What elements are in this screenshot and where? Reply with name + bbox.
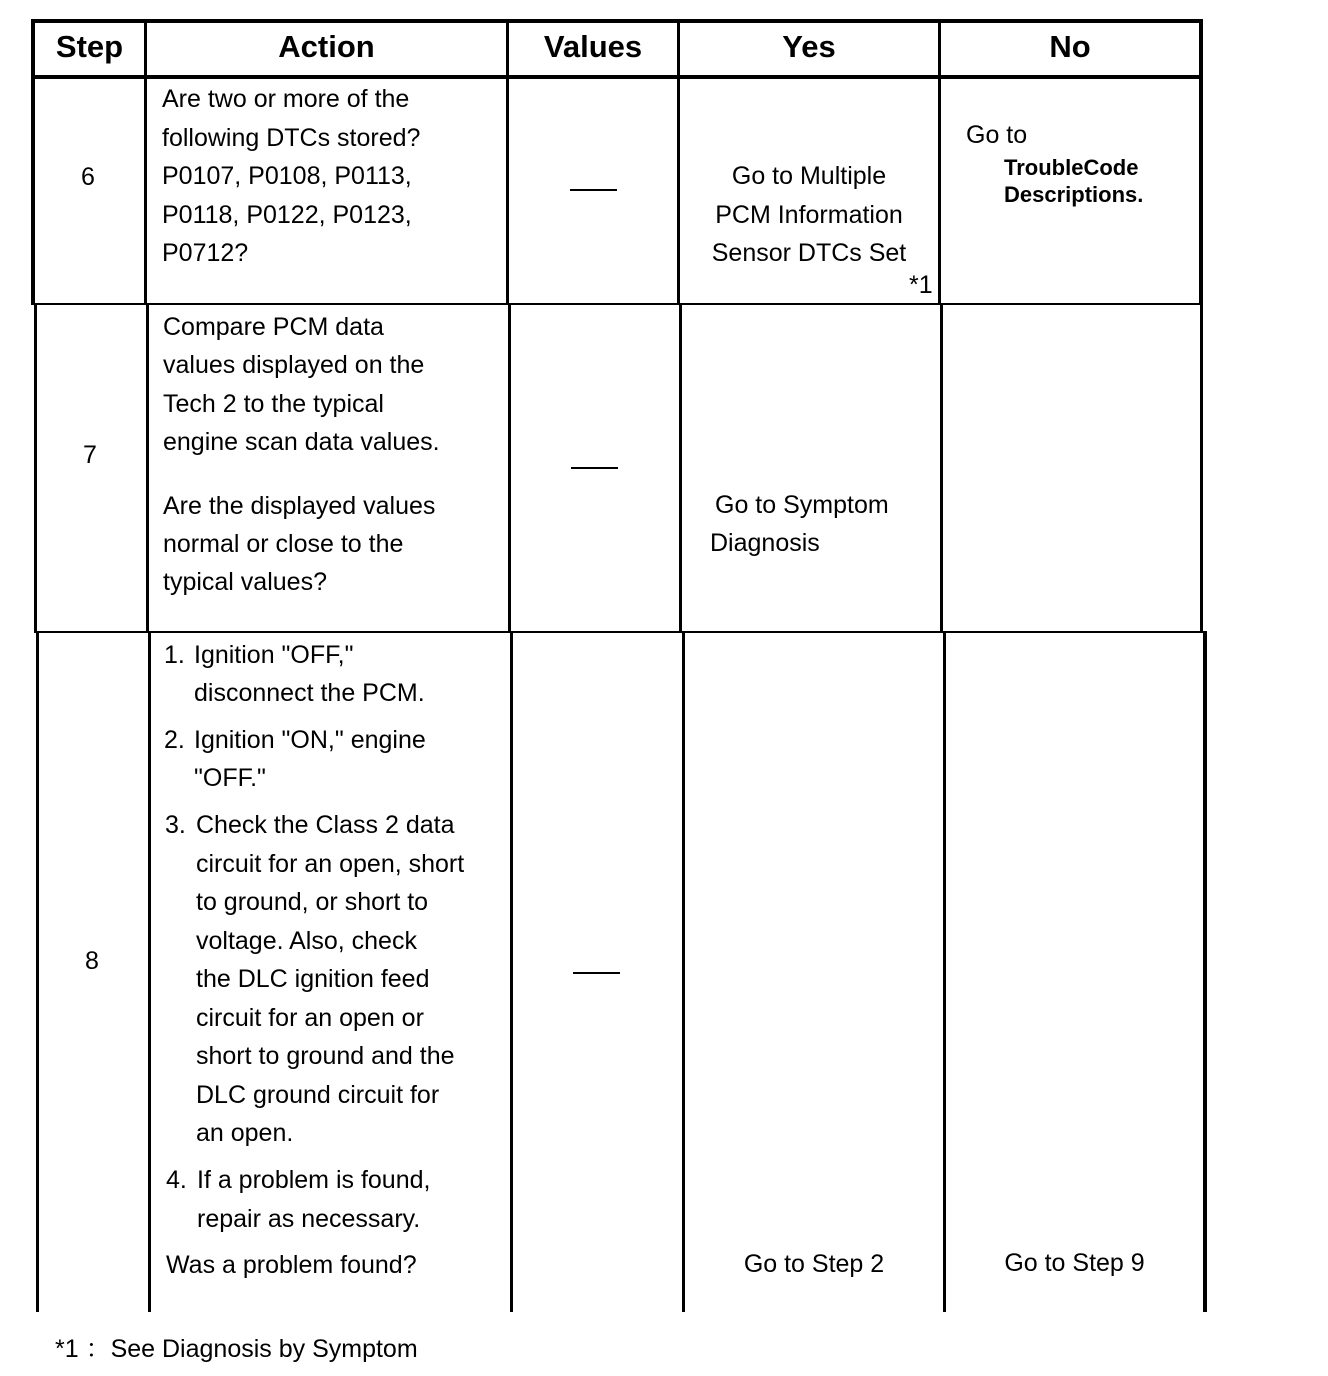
row7-bottom-border: [36, 631, 1205, 633]
header-values: Values: [543, 29, 643, 64]
item-line: voltage. Also, check: [196, 927, 417, 955]
item-line: short to ground and the: [196, 1042, 455, 1070]
no-go-to: Go to: [966, 121, 1028, 149]
action-line: Tech 2 to the typical: [163, 390, 384, 418]
action-line: Are the displayed values: [163, 492, 436, 520]
header-no: No: [1049, 29, 1091, 64]
item-line: If a problem is found,: [197, 1166, 431, 1194]
step-number: 7: [83, 441, 97, 469]
action-line: typical values?: [163, 568, 327, 596]
footnote-marker: *1: [909, 271, 933, 299]
col-yes-divider-low: [943, 631, 946, 1312]
values-dash: [571, 467, 618, 469]
action-line: values displayed on the: [163, 351, 425, 379]
item-line: disconnect the PCM.: [194, 679, 425, 707]
values-dash: [570, 189, 617, 191]
item-line: "OFF.": [194, 764, 266, 792]
header-bottom-border: [31, 75, 1203, 79]
item-line: to ground, or short to: [196, 888, 429, 916]
col-action-divider-low: [510, 631, 513, 1312]
action-line: P0107, P0108, P0113,: [162, 162, 412, 190]
item-line: Check the Class 2 data: [196, 811, 455, 839]
col-yes-divider-mid: [940, 303, 943, 633]
values-dash-text: [0, 0, 1, 1]
action-line: P0712?: [162, 239, 249, 267]
yes-line: Sensor DTCs Set: [711, 239, 907, 267]
table-top-border: [31, 19, 1203, 23]
action-line: Compare PCM data: [163, 313, 384, 341]
col-right-border-mid: [1200, 303, 1203, 633]
no-link-trouble-code[interactable]: TroubleCode: [1004, 155, 1139, 180]
header-yes: Yes: [782, 29, 836, 64]
col-left-border-low: [36, 631, 39, 1312]
yes-line: Go to Multiple: [731, 162, 887, 190]
action-line: Are two or more of the: [162, 85, 410, 113]
row6-bottom-border: [33, 303, 1203, 305]
col-values-divider-low: [682, 631, 685, 1312]
col-action-divider-mid: [508, 303, 511, 633]
action-line: engine scan data values.: [163, 428, 440, 456]
item-line: Ignition "ON," engine: [194, 726, 426, 754]
action-line: following DTCs stored?: [162, 124, 421, 152]
step-number: 8: [85, 947, 99, 975]
col-right-border-low: [1203, 631, 1207, 1312]
item-line: the DLC ignition feed: [196, 965, 430, 993]
col-left-border-mid: [34, 303, 37, 633]
values-dash-text: [0, 0, 1, 1]
item-line: circuit for an open or: [196, 1004, 424, 1032]
action-line: P0118, P0122, P0123,: [162, 201, 412, 229]
item-number: 1.: [164, 641, 185, 669]
yes-line: Diagnosis: [710, 529, 820, 557]
values-dash: [573, 972, 620, 974]
step-number: 6: [81, 163, 95, 191]
item-line: circuit for an open, short: [196, 850, 465, 878]
no-link-descriptions[interactable]: Descriptions.: [1004, 182, 1144, 207]
action-line: normal or close to the: [163, 530, 404, 558]
item-line: Ignition "OFF,": [194, 641, 354, 669]
yes-line: PCM Information: [715, 201, 903, 229]
col-step-divider-mid: [146, 303, 149, 633]
item-line: an open.: [196, 1119, 294, 1147]
item-number: 4.: [166, 1166, 187, 1194]
item-line: repair as necessary.: [197, 1205, 421, 1233]
footnote: *1 ：See Diagnosis by Symptom: [55, 1335, 418, 1363]
col-right-border: [1199, 19, 1203, 305]
values-dash-text: [0, 0, 1, 1]
col-values-divider-mid: [679, 303, 682, 633]
header-step: Step: [55, 29, 124, 64]
yes-go-to-step-2[interactable]: Go to Step 2: [743, 1250, 885, 1278]
item-line: DLC ground circuit for: [196, 1081, 440, 1109]
no-go-to-step-9[interactable]: Go to Step 9: [1004, 1249, 1145, 1277]
item-number: 3.: [165, 811, 186, 839]
yes-line: Go to Symptom: [715, 491, 889, 519]
item-number: 2.: [164, 726, 185, 754]
question: Was a problem found?: [166, 1251, 417, 1279]
header-action: Action: [278, 29, 375, 64]
col-step-divider-low: [148, 631, 151, 1312]
